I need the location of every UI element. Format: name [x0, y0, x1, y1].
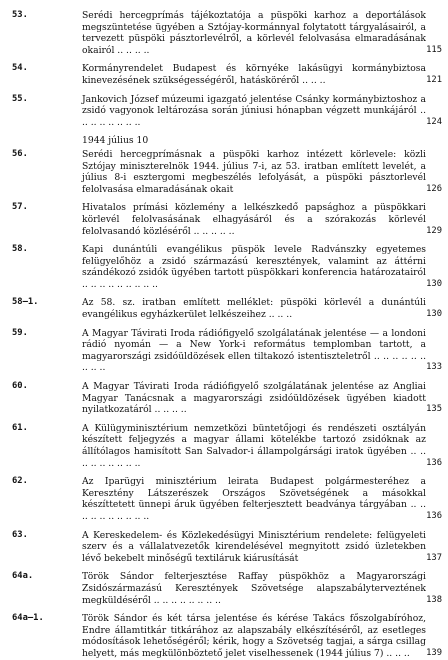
- toc-entry: [0, 530, 448, 565]
- entry-text: A Magyar Távirati Iroda rádiófigyelő szolgálatának jelentése az Angliai Magyar Tanácsnak a magyarországi zsidóüldözések ügyében kiadott nyilatkozatáról .. .. .. ..: [82, 381, 426, 416]
- toc-entry: [0, 10, 448, 56]
- page-number: 130: [426, 309, 442, 320]
- entry-text: A Külügyminisztérium nemzetközi büntetőjogi és rendészeti osztályán készített feljegyzés a magyar állami kötelékbe tartozó zsidóknak az állítólagos hamisított San Salvador-i állampolgársági iratok ügyében .. .. .. .. .. .. .. .. ..: [82, 422, 426, 469]
- page-number: 137: [426, 552, 442, 563]
- entry-number: 63.: [12, 529, 28, 540]
- entry-number: 53.: [12, 10, 28, 20]
- toc-entry: [0, 94, 448, 129]
- entry-number: 60.: [12, 381, 28, 392]
- entry-text: Hivatalos prímási közlemény a lelkészkedő papsághoz a püspökkari körlevél felolvasásának elhagyásáról és a szórakozás körlevél felolvasandó közléséről .. .. .. .. ..: [82, 202, 426, 237]
- page-number: 115: [426, 44, 442, 55]
- entry-text: Kapi dunántúli evangélikus püspök levele Radvánszky egyetemes felügyelőhöz a zsidó származású keresztények, valamint az áttérni szándékozó zsidók ügyében tartott püspökkari konferencia határozatairól .. .. .. .. .. .. .. .. ..: [82, 244, 426, 290]
- entry-number: 59.: [12, 327, 28, 338]
- entry-number: 61.: [12, 422, 28, 433]
- entry-text: Serédi hercegprímásnak a püspöki karhoz intézett körlevele: közli Sztójay miniszterelnök 1944. július 7-i, az 53. iratban említett levelét, a július 8-i esztergomi megbeszélés lefolyását, a püspöki pásztorlevél felolvasása elmaradásának okait: [82, 148, 426, 195]
- page-number: 136: [426, 457, 442, 468]
- entry-text: Kormányrendelet Budapest és környéke lakásügyi kormánybiztosa kinevezésének szükségességéről, hatásköréről .. .. ..: [82, 63, 426, 86]
- toc-entry: [0, 297, 448, 320]
- page-number: 130: [426, 278, 442, 289]
- page-number: 121: [426, 74, 442, 85]
- entry-number: 64a—1.: [12, 613, 44, 624]
- page-number: 139: [426, 647, 442, 658]
- entry-text: Serédi hercegprímás tájékoztatója a püspöki karhoz a deportálások megszüntetése ügyében a Sztójay-kormánnyal folytatott tárgyalásairól, a tervezett püspöki pásztorlevélről, a körlevél felolvasása elmaradásának okairól .. .. .. ..: [82, 10, 426, 56]
- page-number: 126: [426, 183, 442, 194]
- toc-entry: [0, 202, 448, 237]
- toc-entry: [0, 381, 448, 416]
- toc-entry: [0, 571, 448, 606]
- entry-number: 55.: [12, 93, 28, 104]
- page-number: 135: [426, 404, 442, 415]
- toc-entry: [0, 476, 448, 522]
- page-number: 136: [426, 510, 442, 521]
- toc-entry: [0, 613, 448, 659]
- page-number: 138: [426, 594, 442, 605]
- entry-text: Az Iparügyi minisztérium leirata Budapest polgármesteréhez a Keresztény Látszerészek Országos Szövetségének a másokkal készíttetett ünnepi áruk ügyében felterjesztett beadványa tárgyában .. .. .. .. .. .. .. .. .. ..: [82, 476, 426, 522]
- toc-entry: [0, 423, 448, 469]
- entry-number: 62.: [12, 476, 28, 487]
- entry-text: Jankovich József múzeumi igazgató jelentése Csánky kormánybiztoshoz a zsidó vagyonok leltározása során júniusi hónapban végzett munkájáról .. .. .. .. .. .. .. ..: [82, 93, 426, 128]
- entry-number: 56.: [12, 148, 28, 159]
- entry-text: Az 58. sz. iratban említett melléklet: püspöki körlevél a dunántúli evangélikus egyházkerület lelkészeihez .. .. ..: [82, 297, 426, 321]
- entry-number: 58—1.: [12, 297, 39, 308]
- entry-number: 54.: [12, 63, 28, 74]
- entry-text: A Kereskedelem- és Közlekedésügyi Minisztérium rendelete: felügyeleti szerv és a vállalatvezetők kirendelésével megnyitott zsidó üzletekben lévő bekebelt minőségű textiláruk kiárusítását: [82, 529, 426, 564]
- toc-entry: [0, 63, 448, 86]
- page-number: 133: [426, 362, 442, 373]
- toc-entry: [0, 328, 448, 374]
- entry-number: 58.: [12, 244, 28, 255]
- entry-number: 57.: [12, 202, 28, 213]
- entry-text: Török Sándor és két társa jelentése és kérése Takács főszolgabíróhoz, Endre államtitkár titkárához az alapszabály elkészítéséről, az esetleges módosítások lehetőségéről; kérik, hogy a Szövetség tagjai, a sárga csillag helyett, más megkülönböztető jelet viselhessenek (1944 július 7) .. .. ..: [82, 613, 426, 659]
- entry-text: A Magyar Távirati Iroda rádiófigyelő szolgálatának jelentése — a londoni rádió nyomán — a New York-i református templomban tartott, a magyarországi zsidóüldözések ellen tiltakozó istentiszteletről .. .. .. .. .. .. .. .. ..: [82, 327, 426, 374]
- date-heading: 1944 július 10: [82, 135, 149, 147]
- page-number: 124: [426, 116, 442, 127]
- toc-entry: [0, 244, 448, 290]
- entry-number: 64a.: [12, 571, 34, 582]
- toc-entry: [0, 149, 448, 195]
- page-number: 129: [426, 225, 442, 236]
- entry-text: Török Sándor felterjesztése Raffay püspökhöz a Magyarországi Zsidószármazású Keresztények Szövetsége alapszabályterveztének megküldéséről .. .. .. .. .. .. .. ..: [82, 571, 426, 606]
